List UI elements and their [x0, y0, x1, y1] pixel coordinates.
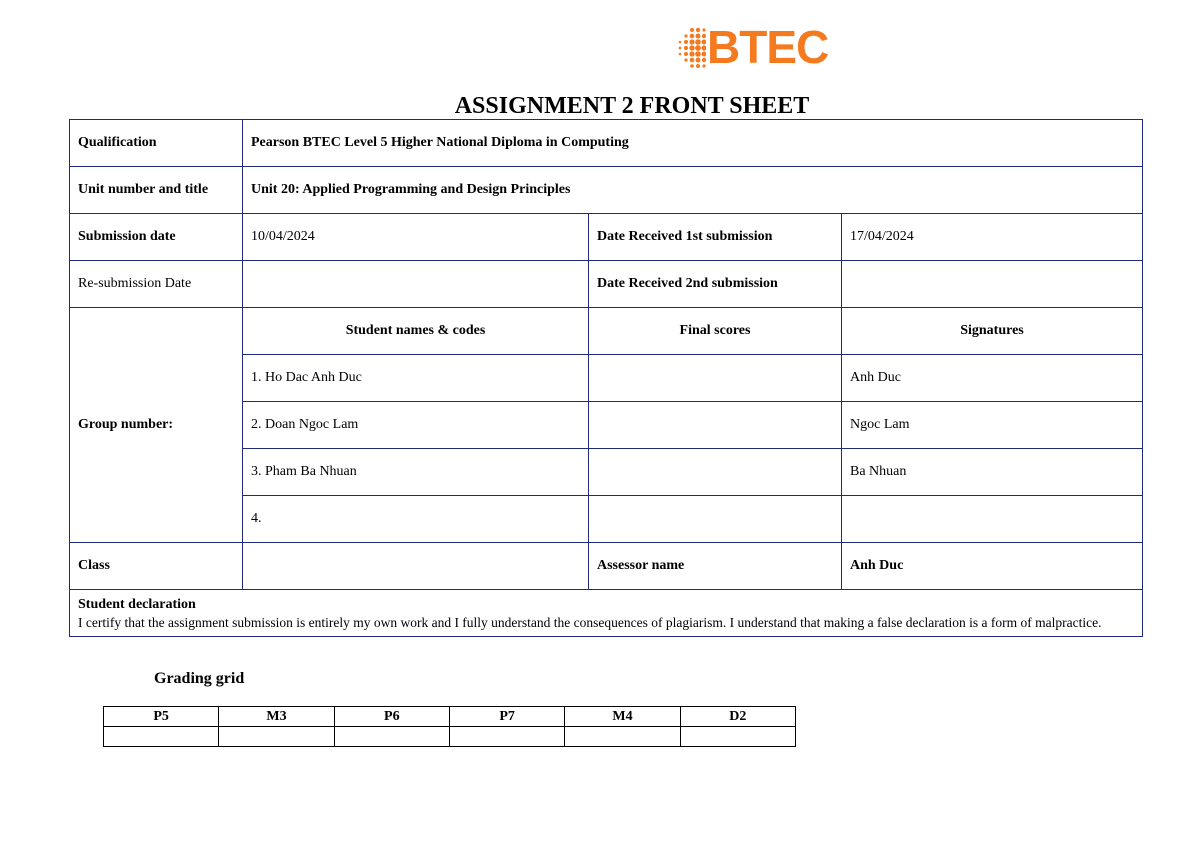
student-signature — [842, 496, 1143, 543]
grade-cell — [680, 727, 795, 747]
qualification-value: Pearson BTEC Level 5 Higher National Diploma in Computing — [243, 120, 1143, 167]
received-1st-label: Date Received 1st submission — [589, 214, 842, 261]
btec-logo — [676, 22, 828, 72]
student-declaration — [70, 590, 1143, 637]
student-score — [589, 402, 842, 449]
submission-date-label: Submission date — [70, 214, 243, 261]
student-name: 3. Pham Ba Nhuan — [243, 449, 589, 496]
grading-grade-row — [104, 727, 796, 747]
student-signature: Ba Nhuan — [842, 449, 1143, 496]
criterion-cell: P6 — [334, 707, 449, 727]
grading-criteria-row — [104, 707, 796, 727]
grading-grid-label: Grading grid — [154, 670, 245, 687]
assessor-label: Assessor name — [589, 543, 842, 590]
grade-cell — [219, 727, 334, 747]
col-scores-header: Final scores — [589, 308, 842, 355]
resubmission-label: Re-submission Date — [70, 261, 243, 308]
criterion-cell: M3 — [219, 707, 334, 727]
grade-cell — [104, 727, 219, 747]
declaration-row — [70, 590, 1143, 637]
student-signature: Anh Duc — [842, 355, 1143, 402]
page-title: ASSIGNMENT 2 FRONT SHEET — [454, 93, 810, 119]
front-sheet-table — [69, 119, 1143, 637]
col-signatures-header: Signatures — [842, 308, 1143, 355]
group-number-label: Group number: — [70, 308, 243, 543]
criterion-cell: P7 — [449, 707, 564, 727]
received-2nd-value — [842, 261, 1143, 308]
student-signature: Ngoc Lam — [842, 402, 1143, 449]
group-header-row — [70, 308, 1143, 355]
grade-cell — [449, 727, 564, 747]
criterion-cell: M4 — [565, 707, 680, 727]
qualification-row — [70, 120, 1143, 167]
received-1st-value: 17/04/2024 — [842, 214, 1143, 261]
grade-cell — [565, 727, 680, 747]
unit-row — [70, 167, 1143, 214]
grade-cell — [334, 727, 449, 747]
resubmission-row — [70, 261, 1143, 308]
student-score — [589, 496, 842, 543]
student-score — [589, 355, 842, 402]
received-2nd-label: Date Received 2nd submission — [589, 261, 842, 308]
grading-grid — [103, 706, 796, 747]
unit-label: Unit number and title — [70, 167, 243, 214]
class-label: Class — [70, 543, 243, 590]
criterion-cell: P5 — [104, 707, 219, 727]
class-row — [70, 543, 1143, 590]
declaration-title: Student declaration — [78, 597, 196, 612]
submission-date-value: 10/04/2024 — [243, 214, 589, 261]
submission-row — [70, 214, 1143, 261]
logo-dots-icon — [676, 25, 706, 69]
qualification-label: Qualification — [70, 120, 243, 167]
student-name: 1. Ho Dac Anh Duc — [243, 355, 589, 402]
student-name: 4. — [243, 496, 589, 543]
class-value — [243, 543, 589, 590]
resubmission-value — [243, 261, 589, 308]
unit-value: Unit 20: Applied Programming and Design Principles — [243, 167, 1143, 214]
assessor-value: Anh Duc — [842, 543, 1143, 590]
col-students-header: Student names & codes — [243, 308, 589, 355]
criterion-cell: D2 — [680, 707, 795, 727]
declaration-text: I certify that the assignment submission is entirely my own work and I fully understand the consequences of plagiarism. I understand that making a false declaration is a form of malpractice. — [78, 615, 1102, 630]
student-score — [589, 449, 842, 496]
student-name: 2. Doan Ngoc Lam — [243, 402, 589, 449]
logo-text: BTEC — [707, 21, 829, 73]
